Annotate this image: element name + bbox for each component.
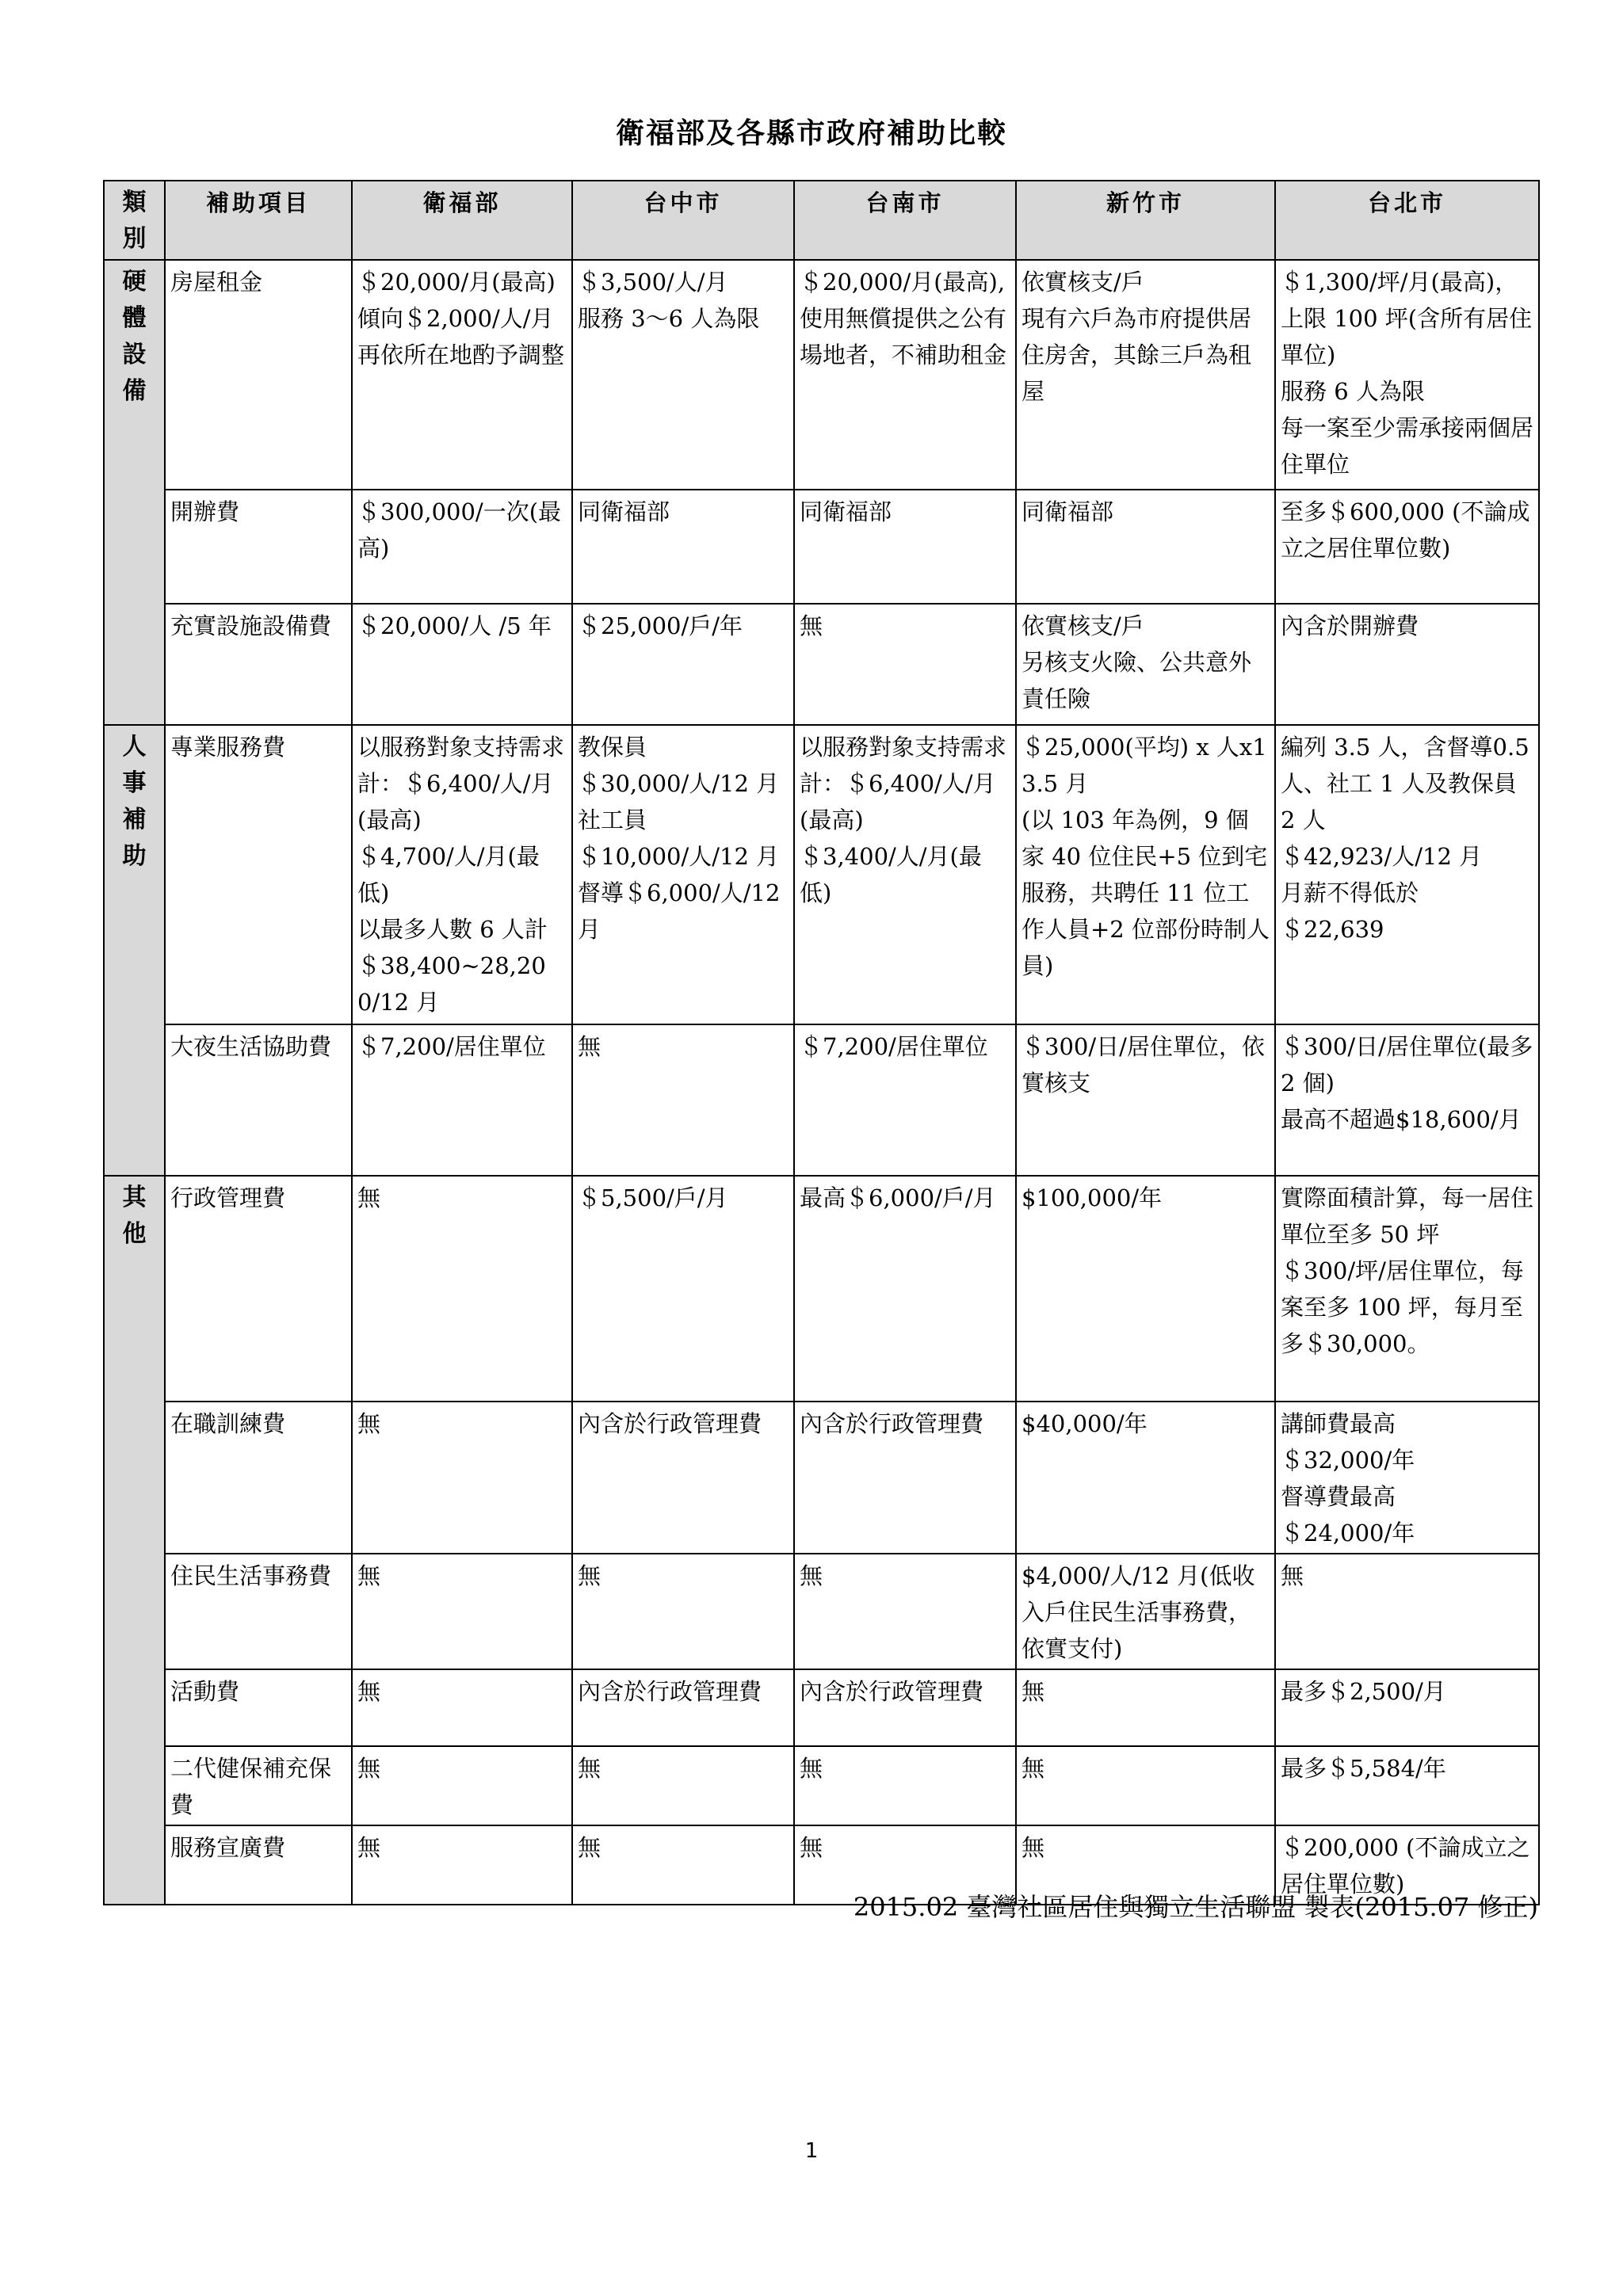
cell-taipei: 無 [1275,1554,1539,1669]
cell-mohw: 無 [352,1402,572,1554]
cell-taipei: 內含於開辦費 [1275,604,1539,725]
cell-mohw: ＄300,000/一次(最高) [352,490,572,604]
item-name: 行政管理費 [165,1176,352,1402]
table-row [104,1554,1539,1669]
cell-tainan: ＄7,200/居住單位 [794,1024,1016,1176]
cell-hsinchu: 無 [1016,1825,1275,1905]
item-name: 充實設施設備費 [165,604,352,725]
category-other: 其他 [104,1176,165,1905]
subsidy-comparison-table [103,180,1540,1905]
item-name: 房屋租金 [165,260,352,490]
item-name: 專業服務費 [165,725,352,1024]
cell-taipei: 最多＄5,584/年 [1275,1746,1539,1825]
cell-mohw: 無 [352,1746,572,1825]
header-tainan: 台南市 [794,181,1016,260]
cell-taipei: 講師費最高 ＄32,000/年 督導費最高 ＄24,000/年 [1275,1402,1539,1554]
page-title: 衛福部及各縣市政府補助比較 [615,117,1007,150]
cell-tainan: 以服務對象支持需求計：＄6,400/人/月(最高) ＄3,400/人/月(最低) [794,725,1016,1024]
footer-note: 2015.02 臺灣社區居住與獨立生活聯盟 製表(2015.07 修正) [853,1892,1538,1922]
item-name: 二代健保補充保費 [165,1746,352,1825]
category-hardware: 硬體設備 [104,260,165,725]
table-row [104,1669,1539,1746]
item-name: 服務宣廣費 [165,1825,352,1905]
cell-taichung: ＄5,500/戶/月 [572,1176,794,1402]
cell-hsinchu: ＄25,000(平均) x 人x13.5 月 (以 103 年為例，9 個家 40 位住民+5 位到宅服務，共聘任 11 位工作人員+2 位部份時制人員) [1016,725,1275,1024]
cell-hsinchu: 無 [1016,1746,1275,1825]
cell-hsinchu: ＄300/日/居住單位，依實核支 [1016,1024,1275,1176]
item-name: 大夜生活協助費 [165,1024,352,1176]
cell-taichung: 無 [572,1554,794,1669]
cell-tainan: 無 [794,1554,1016,1669]
cell-mohw: ＄7,200/居住單位 [352,1024,572,1176]
cell-tainan: 內含於行政管理費 [794,1669,1016,1746]
cell-tainan: 無 [794,1825,1016,1905]
table-row [104,490,1539,604]
cell-taichung: ＄25,000/戶/年 [572,604,794,725]
cell-tainan: 最高＄6,000/戶/月 [794,1176,1016,1402]
table-row [104,1176,1539,1402]
cell-mohw: 無 [352,1176,572,1402]
cell-taipei: ＄300/日/居住單位(最多 2 個) 最高不超過$18,600/月 [1275,1024,1539,1176]
page-number: 1 [804,2139,819,2163]
item-name: 活動費 [165,1669,352,1746]
cell-taipei: ＄200,000 (不論成立之居住單位數) [1275,1825,1539,1905]
header-taipei: 台北市 [1275,181,1539,260]
cell-taichung: 無 [572,1825,794,1905]
cell-hsinchu: $40,000/年 [1016,1402,1275,1554]
header-category: 類別 [104,181,165,260]
cell-taichung: 同衛福部 [572,490,794,604]
header-taichung: 台中市 [572,181,794,260]
cell-tainan: 無 [794,604,1016,725]
cell-tainan: 內含於行政管理費 [794,1402,1016,1554]
cell-mohw: 無 [352,1825,572,1905]
header-item: 補助項目 [165,181,352,260]
cell-mohw: 以服務對象支持需求計：＄6,400/人/月(最高) ＄4,700/人/月(最低) 以最多人數 6 人計＄38,400~28,200/12 月 [352,725,572,1024]
cell-taipei: 最多＄2,500/月 [1275,1669,1539,1746]
cell-hsinchu: $100,000/年 [1016,1176,1275,1402]
cell-hsinchu: 同衛福部 [1016,490,1275,604]
cell-taichung: 無 [572,1024,794,1176]
item-name: 開辦費 [165,490,352,604]
cell-mohw: 無 [352,1669,572,1746]
table-row [104,604,1539,725]
cell-taichung: 無 [572,1746,794,1825]
table-row [104,1402,1539,1554]
cell-mohw: 無 [352,1554,572,1669]
table-row [104,725,1539,1024]
category-personnel: 人事補助 [104,725,165,1176]
cell-hsinchu: 依實核支/戶 現有六戶為市府提供居住房舍，其餘三戶為租屋 [1016,260,1275,490]
cell-taipei: ＄1,300/坪/月(最高)，上限 100 坪(含所有居住單位) 服務 6 人為限 每一案至少需承接兩個居住單位 [1275,260,1539,490]
table-row [104,1746,1539,1825]
cell-tainan: 同衛福部 [794,490,1016,604]
cell-mohw: ＄20,000/人 /5 年 [352,604,572,725]
cell-taipei: 編列 3.5 人，含督導0.5 人、社工 1 人及教保員 2 人 ＄42,923/人/12 月 月薪不得低於 ＄22,639 [1275,725,1539,1024]
cell-hsinchu: $4,000/人/12 月(低收入戶住民生活事務費，依實支付) [1016,1554,1275,1669]
cell-taipei: 實際面積計算，每一居住單位至多 50 坪 ＄300/坪/居住單位，每案至多 100 坪，每月至多＄30,000。 [1275,1176,1539,1402]
cell-tainan: ＄20,000/月(最高), 使用無償提供之公有場地者，不補助租金 [794,260,1016,490]
table-row [104,260,1539,490]
cell-mohw: ＄20,000/月(最高) 傾向＄2,000/人/月 再依所在地酌予調整 [352,260,572,490]
header-hsinchu: 新竹市 [1016,181,1275,260]
cell-hsinchu: 依實核支/戶 另核支火險、公共意外責任險 [1016,604,1275,725]
cell-taichung: ＄3,500/人/月 服務 3～6 人為限 [572,260,794,490]
item-name: 住民生活事務費 [165,1554,352,1669]
item-name: 在職訓練費 [165,1402,352,1554]
cell-hsinchu: 無 [1016,1669,1275,1746]
table-row [104,1024,1539,1176]
header-mohw: 衛福部 [352,181,572,260]
cell-taichung: 教保員 ＄30,000/人/12 月 社工員 ＄10,000/人/12 月 督導＄6,000/人/12月 [572,725,794,1024]
cell-taichung: 內含於行政管理費 [572,1402,794,1554]
cell-taipei: 至多＄600,000 (不論成立之居住單位數) [1275,490,1539,604]
table-header-row [104,181,1539,260]
cell-taichung: 內含於行政管理費 [572,1669,794,1746]
cell-tainan: 無 [794,1746,1016,1825]
